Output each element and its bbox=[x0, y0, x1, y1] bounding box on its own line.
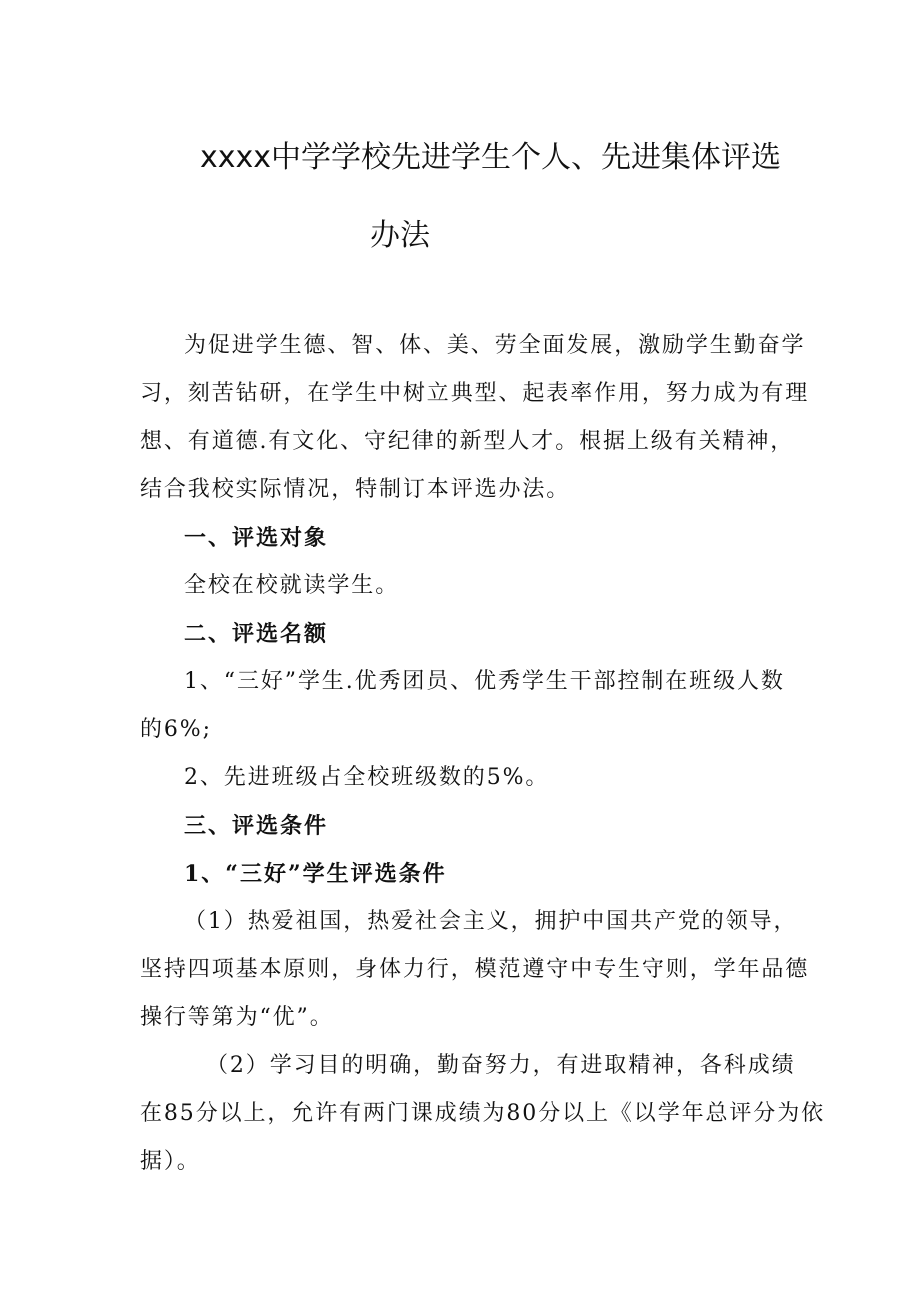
section-heading-criteria: 三、评选条件 bbox=[184, 813, 329, 839]
condition-2-line: 据）。 bbox=[140, 1149, 201, 1174]
condition-1-line: 坚持四项基本原则，身体力行，模范遵守中专生守则，学年品德 bbox=[140, 957, 810, 982]
intro-line: 结合我校实际情况，特制订本评选办法。 bbox=[140, 477, 571, 502]
quota-item-1-line: 1、“三好”学生.优秀团员、优秀学生干部控制在班级人数 bbox=[184, 669, 785, 694]
section-heading-quota: 二、评选名额 bbox=[184, 621, 329, 647]
condition-1-line: （1）热爱祖国，热爱社会主义，拥护中国共产党的领导， bbox=[184, 909, 798, 934]
intro-line: 想、有道德.有文化、守纪律的新型人才。根据上级有关精神， bbox=[140, 429, 795, 454]
quota-item-2: 2、先进班级占全校班级数的5%。 bbox=[184, 765, 550, 790]
section-text-targets: 全校在校就读学生。 bbox=[184, 573, 400, 598]
criteria-subheading: 1、“三好”学生评选条件 bbox=[184, 861, 447, 887]
condition-2-line: （2）学习目的明确，勤奋努力，有进取精神，各科成绩 bbox=[206, 1053, 796, 1078]
intro-line: 习，刻苦钻研，在学生中树立典型、起表率作用，努力成为有理 bbox=[140, 381, 810, 406]
intro-line: 为促进学生德、智、体、美、劳全面发展，激励学生勤奋学 bbox=[184, 333, 806, 358]
document-title-line2: 办法 bbox=[370, 218, 430, 253]
condition-2-line: 在85分以上，允许有两门课成绩为80分以上《以学年总评分为依 bbox=[140, 1101, 825, 1126]
document-title-line1: xxxx中学学校先进学生个人、先进集体评选 bbox=[200, 140, 782, 175]
condition-1-line: 操行等第为“优”。 bbox=[140, 1005, 334, 1030]
quota-item-1-line: 的6%; bbox=[140, 717, 212, 742]
section-heading-targets: 一、评选对象 bbox=[184, 525, 329, 551]
document-body bbox=[140, 322, 825, 1186]
